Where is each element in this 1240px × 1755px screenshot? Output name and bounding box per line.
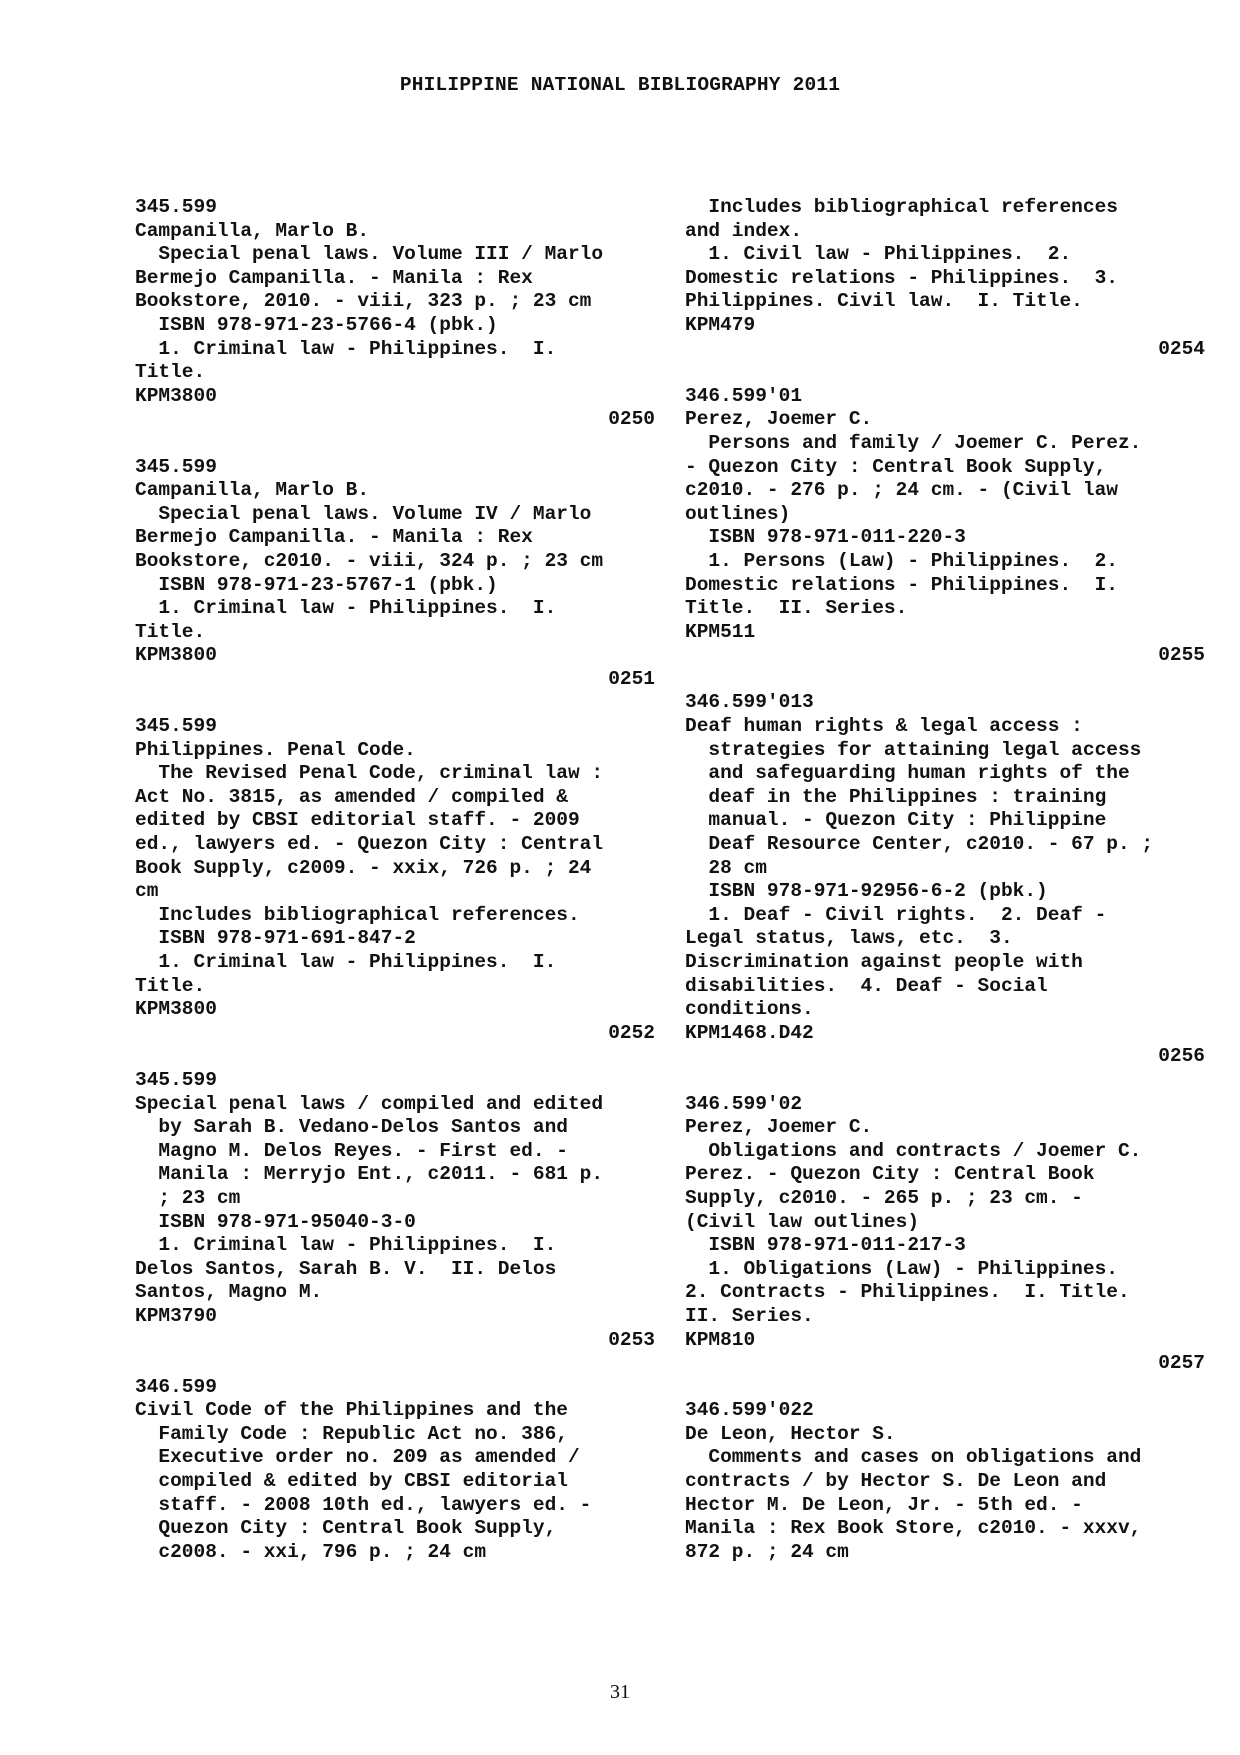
entry-line: deaf in the Philippines : training [685, 785, 1107, 808]
entry-line: edited by CBSI editorial staff. - 2009 [135, 809, 580, 832]
entry-line: ; 23 cm [135, 1186, 241, 1209]
entry-line: KPM511 [685, 620, 756, 643]
entry-line: ISBN 978-971-23-5766-4 (pbk.) [135, 313, 498, 336]
entry-line: contracts / by Hector S. De Leon and [685, 1470, 1107, 1493]
entry-line: Title. II. Series. [685, 597, 908, 620]
entry-line: ISBN 978-971-95040-3-0 [135, 1210, 416, 1233]
entry-line: Book Supply, c2009. - xxix, 726 p. ; 24 [135, 856, 592, 879]
entry-line: Bookstore, 2010. - viii, 323 p. ; 23 cm [135, 290, 592, 313]
entry-line: Magno M. Delos Reyes. - First ed. - [135, 1139, 568, 1162]
entry-spacer [685, 361, 1205, 385]
entry-line: Family Code : Republic Act no. 386, [135, 1422, 568, 1445]
entry-line: - Quezon City : Central Book Supply, [685, 455, 1107, 478]
entry-line: disabilities. 4. Deaf - Social [685, 974, 1048, 997]
entry-line: KPM479 [685, 313, 756, 336]
entry-line: 346.599'022 [685, 1399, 814, 1422]
entry-number: 0254 [1158, 337, 1205, 360]
entry-line: Includes bibliographical references. [135, 903, 580, 926]
entry-spacer [135, 1045, 655, 1069]
entry-line: 346.599'013 [685, 691, 814, 714]
entry-line: ISBN 978-971-011-217-3 [685, 1234, 966, 1257]
entry-line: Perez. - Quezon City : Central Book [685, 1163, 1095, 1186]
entry-spacer [135, 691, 655, 715]
entry-number: 0253 [608, 1328, 655, 1351]
entry-line: manual. - Quezon City : Philippine [685, 809, 1107, 832]
entry-spacer [135, 432, 655, 456]
entry-spacer [685, 668, 1205, 692]
entry-number: 0256 [1158, 1045, 1205, 1068]
entry-line: Campanilla, Marlo B. [135, 219, 370, 242]
entry-line: ISBN 978-971-92956-6-2 (pbk.) [685, 880, 1048, 903]
entry-spacer [135, 1352, 655, 1376]
entry-line: cm [135, 880, 159, 903]
entry-spacer [685, 1376, 1205, 1400]
entry-line: ISBN 978-971-23-5767-1 (pbk.) [135, 573, 498, 596]
entry-line: 345.599 [135, 1068, 217, 1091]
entry-line: 1. Deaf - Civil rights. 2. Deaf - [685, 903, 1107, 926]
entry-line: Obligations and contracts / Joemer C. [685, 1139, 1142, 1162]
running-head: PHILIPPINE NATIONAL BIBLIOGRAPHY 2011 [399, 74, 841, 96]
entry-line: Title. [135, 361, 206, 384]
entry-line: and index. [685, 219, 803, 242]
entry-line: ed., lawyers ed. - Quezon City : Central [135, 833, 604, 856]
entry-line: Comments and cases on obligations and [685, 1446, 1142, 1469]
entry-line: and safeguarding human rights of the [685, 762, 1130, 785]
entry-spacer [685, 1069, 1205, 1093]
entry-line: 346.599 [135, 1375, 217, 1398]
entry-line: 345.599 [135, 455, 217, 478]
entry-line: The Revised Penal Code, criminal law : [135, 762, 604, 785]
entry-line: Act No. 3815, as amended / compiled & [135, 785, 568, 808]
entry-line: strategies for attaining legal access [685, 738, 1142, 761]
entry-line: II. Series. [685, 1304, 814, 1327]
entry-line: by Sarah B. Vedano-Delos Santos and [135, 1116, 568, 1139]
entry-line: ISBN 978-971-011-220-3 [685, 526, 966, 549]
entry-line: Manila : Merryjo Ent., c2011. - 681 p. [135, 1163, 604, 1186]
entry-line: Executive order no. 209 as amended / [135, 1446, 580, 1469]
entry-line: 346.599'01 [685, 384, 803, 407]
entry-line: De Leon, Hector S. [685, 1422, 896, 1445]
page-number: 31 [610, 1681, 630, 1703]
entry-line: Supply, c2010. - 265 p. ; 23 cm. - [685, 1186, 1083, 1209]
entry-line: 345.599 [135, 196, 217, 218]
entry-line: Domestic relations - Philippines. I. [685, 573, 1118, 596]
entry-number: 0255 [1158, 644, 1205, 667]
entry-line: 346.599'02 [685, 1092, 803, 1115]
entry-line: Includes bibliographical references [685, 196, 1118, 218]
entry-line: KPM3800 [135, 384, 217, 407]
entry-line: 1. Criminal law - Philippines. I. [135, 337, 557, 360]
entry-line: 872 p. ; 24 cm [685, 1540, 849, 1563]
entry-line: Special penal laws. Volume III / Marlo [135, 243, 604, 266]
entry-line: KPM810 [685, 1328, 756, 1351]
entry-line: c2010. - 276 p. ; 24 cm. - (Civil law [685, 479, 1118, 502]
entry-line: Title. [135, 620, 206, 643]
entry-line: Civil Code of the Philippines and the [135, 1399, 568, 1422]
entry-line: Philippines. Civil law. I. Title. [685, 290, 1083, 313]
entry-line: Campanilla, Marlo B. [135, 479, 370, 502]
entry-line: Santos, Magno M. [135, 1281, 323, 1304]
entry-line: Bookstore, c2010. - viii, 324 p. ; 23 cm [135, 549, 604, 572]
entry-line: 1. Criminal law - Philippines. I. [135, 951, 557, 973]
entry-line: conditions. [685, 998, 814, 1021]
entry-line: (Civil law outlines) [685, 1210, 920, 1233]
entry-line: Philippines. Penal Code. [135, 738, 416, 761]
entry-line: 1. Civil law - Philippines. 2. [685, 243, 1072, 266]
entry-line: Title. [135, 974, 206, 997]
entry-line: Domestic relations - Philippines. 3. [685, 266, 1118, 289]
entry-line: Persons and family / Joemer C. Perez. [685, 431, 1142, 454]
entry-line: KPM3800 [135, 644, 217, 667]
entry-line: 1. Persons (Law) - Philippines. 2. [685, 549, 1118, 572]
entry-line: Quezon City : Central Book Supply, [135, 1517, 557, 1540]
entry-line: Deaf human rights & legal access : [685, 715, 1083, 738]
entry-number: 0251 [608, 667, 655, 690]
entry-line: Special penal laws. Volume IV / Marlo [135, 502, 592, 525]
entry-line: Deaf Resource Center, c2010. - 67 p. ; [685, 833, 1154, 856]
left-column [135, 196, 655, 1564]
entry-line: Discrimination against people with [685, 951, 1083, 973]
entry-line: outlines) [685, 502, 791, 525]
entry-line: 28 cm [685, 856, 767, 879]
entry-line: 1. Criminal law - Philippines. I. [135, 1234, 557, 1257]
entry-line: KPM3790 [135, 1304, 217, 1327]
entry-line: 1. Criminal law - Philippines. I. [135, 597, 557, 620]
entry-number: 0252 [608, 1021, 655, 1044]
entry-line: Manila : Rex Book Store, c2010. - xxxv, [685, 1517, 1142, 1540]
entry-line: Bermejo Campanilla. - Manila : Rex [135, 526, 533, 549]
entry-line: KPM3800 [135, 998, 217, 1021]
entry-number: 0250 [608, 408, 655, 431]
entry-line: c2008. - xxi, 796 p. ; 24 cm [135, 1540, 487, 1563]
entry-line: 1. Obligations (Law) - Philippines. [685, 1257, 1118, 1280]
entry-line: Perez, Joemer C. [685, 1116, 873, 1139]
right-column [685, 196, 1205, 1564]
entry-number: 0257 [1158, 1352, 1205, 1375]
entry-line: compiled & edited by CBSI editorial [135, 1470, 568, 1493]
entry-line: Hector M. De Leon, Jr. - 5th ed. - [685, 1493, 1083, 1516]
entry-line: Bermejo Campanilla. - Manila : Rex [135, 266, 533, 289]
entry-line: 2. Contracts - Philippines. I. Title. [685, 1281, 1130, 1304]
entry-line: Special penal laws / compiled and edited [135, 1092, 604, 1115]
entry-line: Legal status, laws, etc. 3. [685, 927, 1013, 950]
entry-line: staff. - 2008 10th ed., lawyers ed. - [135, 1493, 592, 1516]
entry-line: 345.599 [135, 715, 217, 738]
entry-line: Delos Santos, Sarah B. V. II. Delos [135, 1257, 557, 1280]
entry-line: ISBN 978-971-691-847-2 [135, 927, 416, 950]
entry-line: Perez, Joemer C. [685, 408, 873, 431]
entry-line: KPM1468.D42 [685, 1021, 814, 1044]
